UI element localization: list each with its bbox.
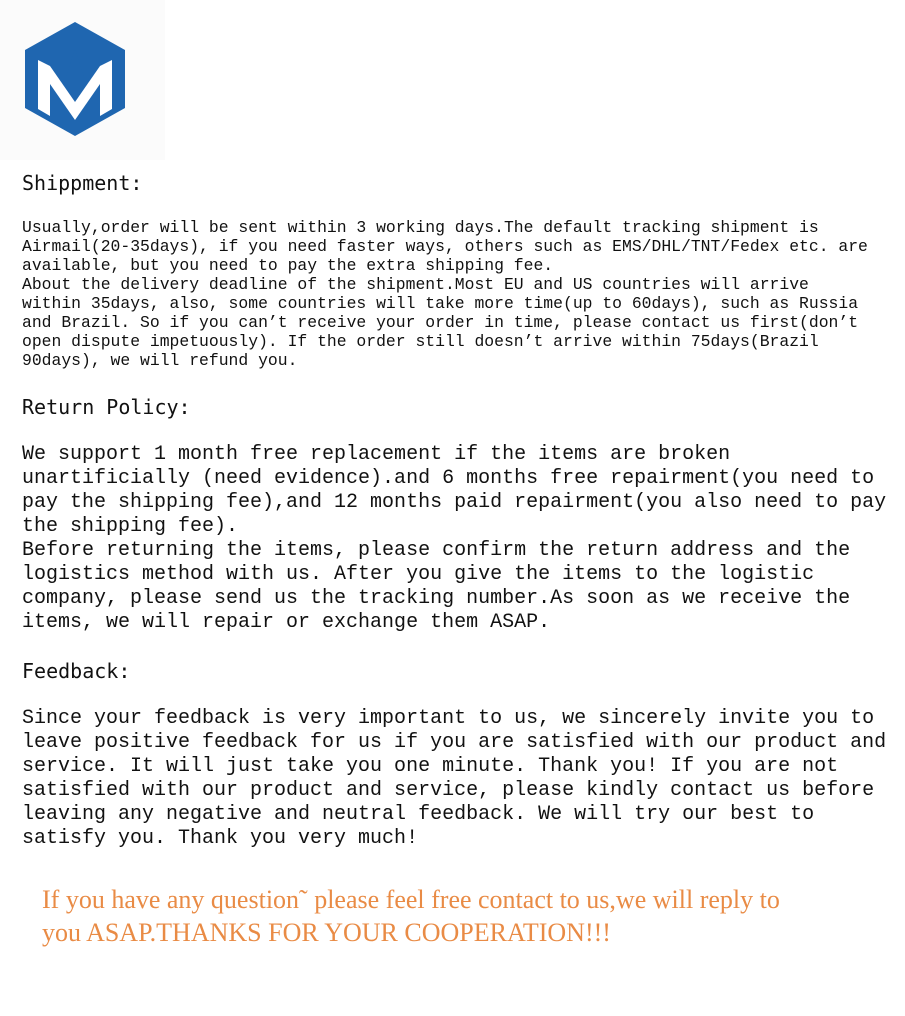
closing-line: you ASAP.THANKS FOR YOUR COOPERATION!!!: [42, 918, 611, 947]
shipment-text: [22, 218, 868, 370]
return-policy-line: Before returning the items, please confirm the return address and the: [22, 539, 851, 562]
return-policy-line: logistics method with us. After you give the items to the logistic: [22, 563, 815, 586]
feedback-line: satisfied with our product and service, please kindly contact us before: [22, 779, 875, 802]
shipment-line: Airmail(20-35days), if you need faster ways, others such as EMS/DHL/TNT/Fedex etc. are: [22, 237, 868, 256]
return-policy-title: Return Policy:: [22, 395, 191, 419]
shipment-line: About the delivery deadline of the shipment.Most EU and US countries will arrive: [22, 275, 809, 294]
return-policy-line: items, we will repair or exchange them ASAP.: [22, 611, 551, 634]
shipment-line: open dispute impetuously). If the order still doesn’t arrive within 75days(Brazil: [22, 332, 819, 351]
feedback-line: leaving any negative and neutral feedback. We will try our best to: [22, 803, 815, 826]
feedback-line: satisfy you. Thank you very much!: [22, 827, 419, 850]
m-hexagon-logo-icon: [22, 20, 128, 138]
shipment-title: Shippment:: [22, 171, 143, 195]
shipment-line: 90days), we will refund you.: [22, 351, 298, 370]
closing-message: [42, 883, 780, 949]
shipment-line: within 35days, also, some countries will take more time(up to 60days), such as Russia: [22, 294, 859, 313]
feedback-line: service. It will just take you one minute. Thank you! If you are not: [22, 755, 839, 778]
feedback-line: leave positive feedback for us if you are satisfied with our product and: [22, 731, 887, 754]
return-policy-text: [22, 443, 886, 635]
return-policy-line: company, please send us the tracking number.As soon as we receive the: [22, 587, 851, 610]
feedback-line: Since your feedback is very important to us, we sincerely invite you to: [22, 707, 875, 730]
logo-area: [0, 0, 165, 160]
return-policy-line: pay the shipping fee),and 12 months paid repairment(you also need to pay: [22, 491, 887, 514]
feedback-title: Feedback:: [22, 659, 131, 683]
return-policy-line: unartificially (need evidence).and 6 months free repairment(you need to: [22, 467, 875, 490]
shipment-line: and Brazil. So if you can’t receive your order in time, please contact us first(don’t: [22, 313, 859, 332]
shipment-line: Usually,order will be sent within 3 working days.The default tracking shipment is: [22, 218, 819, 237]
return-policy-line: the shipping fee).: [22, 515, 239, 538]
feedback-text: [22, 707, 886, 851]
shipment-line: available, but you need to pay the extra shipping fee.: [22, 256, 554, 275]
closing-line: If you have any question˜ please feel free contact to us,we will reply to: [42, 885, 780, 914]
return-policy-line: We support 1 month free replacement if the items are broken: [22, 443, 731, 466]
